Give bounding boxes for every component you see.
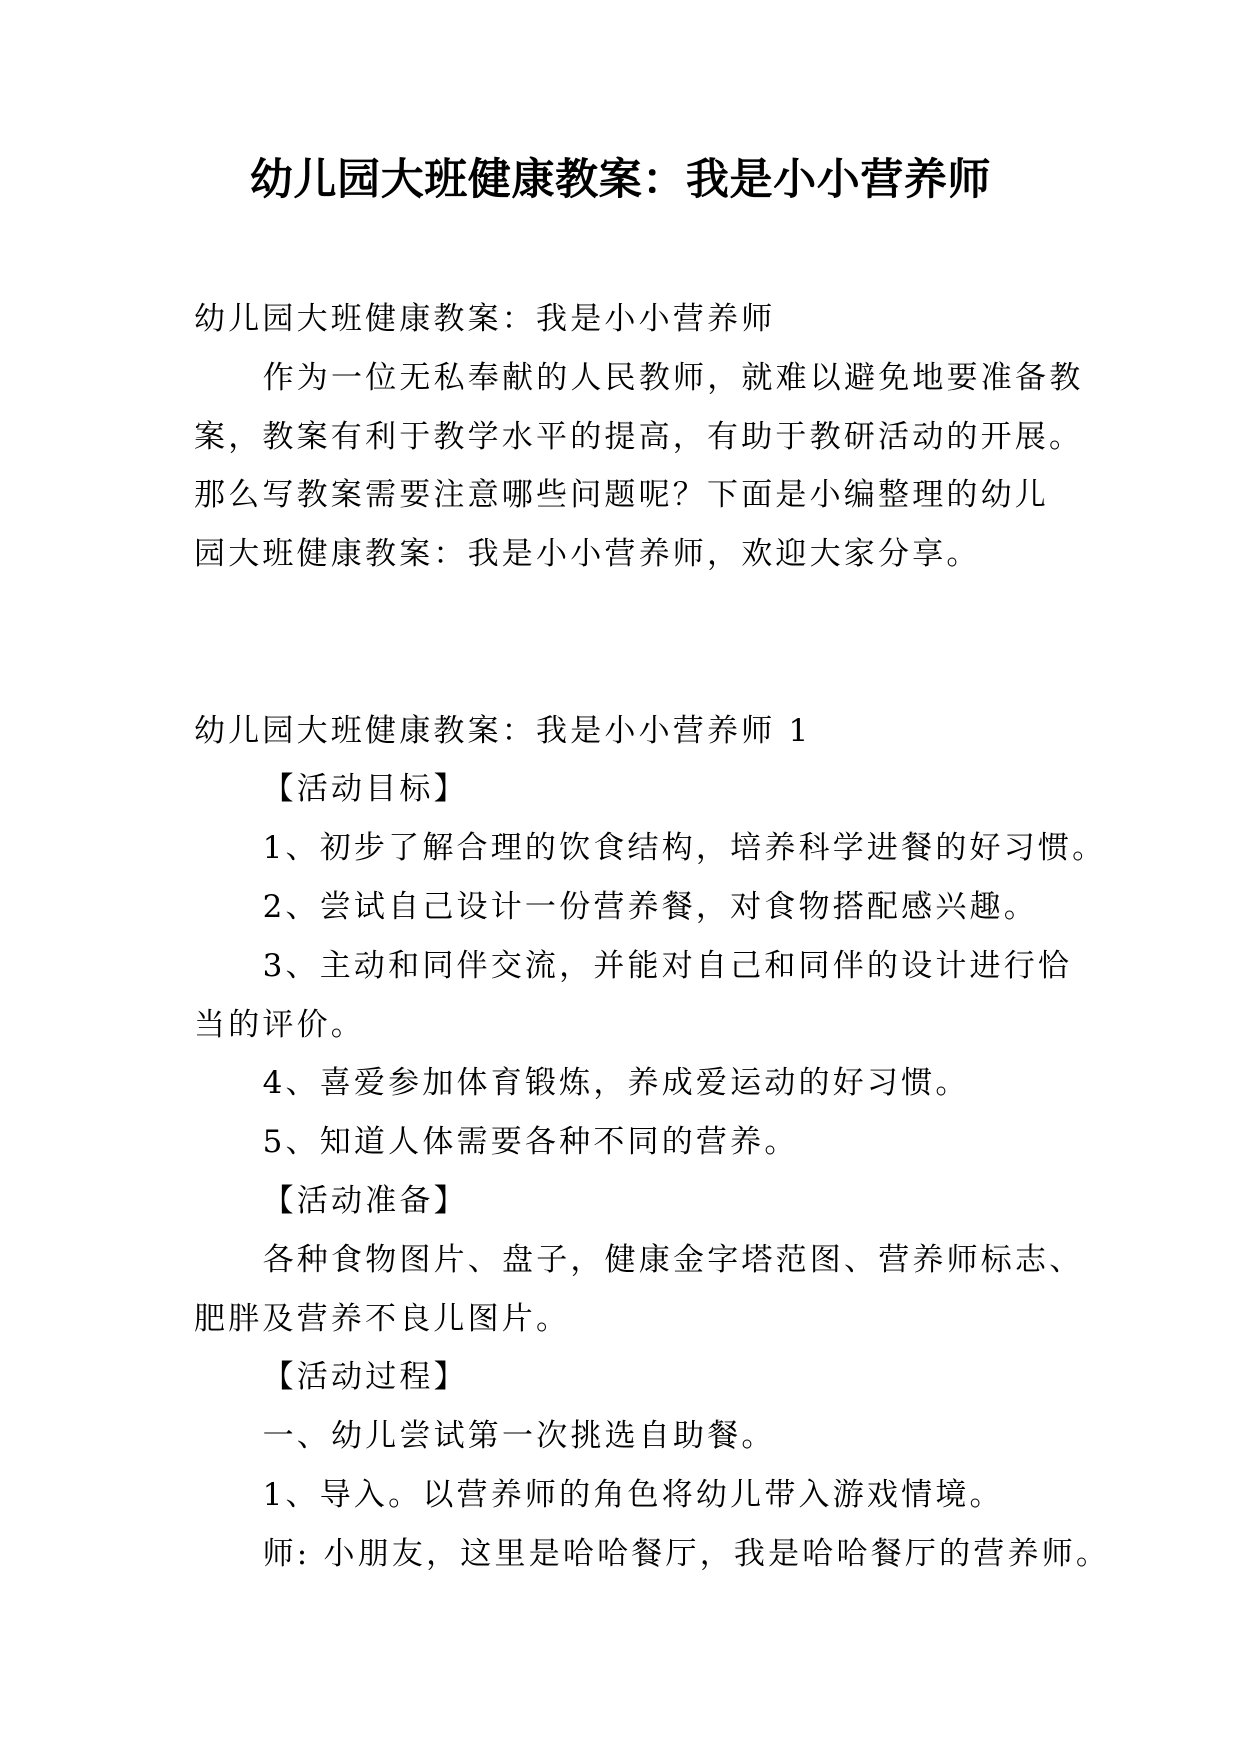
process-step: 师: 小朋友，这里是哈哈餐厅，我是哈哈餐厅的营养师。 — [262, 1535, 1111, 1572]
page-title: 幼儿园大班健康教案：我是小小营养师 — [249, 155, 992, 205]
goal-item: 3、主动和同伴交流，并能对自己和同伴的设计进行恰 — [262, 947, 1073, 984]
process-label: 【活动过程】 — [262, 1359, 468, 1396]
lesson-section — [194, 702, 1174, 1584]
intro-paragraph-line: 那么写教案需要注意哪些问题呢？下面是小编整理的幼儿 — [194, 477, 1049, 514]
goal-item: 4、喜爱参加体育锻炼，养成爱运动的好习惯。 — [262, 1065, 970, 1102]
goals-label: 【活动目标】 — [262, 771, 468, 808]
intro-paragraph-line: 案，教案有利于教学水平的提高，有助于教研活动的开展。 — [194, 418, 1084, 455]
process-step: 一、幼儿尝试第一次挑选自助餐。 — [262, 1418, 776, 1455]
lesson-heading: 幼儿园大班健康教案：我是小小营养师 1 — [194, 712, 812, 749]
goal-item: 1、初步了解合理的饮食结构，培养科学进餐的好习惯。 — [262, 830, 1107, 867]
preparation-line: 各种食物图片、盘子，健康金字塔范图、营养师标志、 — [262, 1241, 1084, 1278]
intro-paragraph-line: 园大班健康教案：我是小小营养师，欢迎大家分享。 — [194, 536, 981, 573]
document-body — [194, 290, 1174, 1584]
preparation-label: 【活动准备】 — [262, 1182, 468, 1219]
goal-item-continuation: 当的评价。 — [194, 1006, 365, 1043]
intro-section — [194, 290, 1174, 584]
goal-item: 5、知道人体需要各种不同的营养。 — [262, 1124, 799, 1161]
intro-heading: 幼儿园大班健康教案：我是小小营养师 — [194, 301, 776, 337]
process-step: 1、导入。以营养师的角色将幼儿带入游戏情境。 — [262, 1476, 1004, 1513]
intro-paragraph-line: 作为一位无私奉献的人民教师，就难以避免地要准备教 — [262, 359, 1084, 396]
preparation-line-continuation: 肥胖及营养不良儿图片。 — [194, 1300, 571, 1337]
goal-item: 2、尝试自己设计一份营养餐，对食物搭配感兴趣。 — [262, 888, 1038, 925]
